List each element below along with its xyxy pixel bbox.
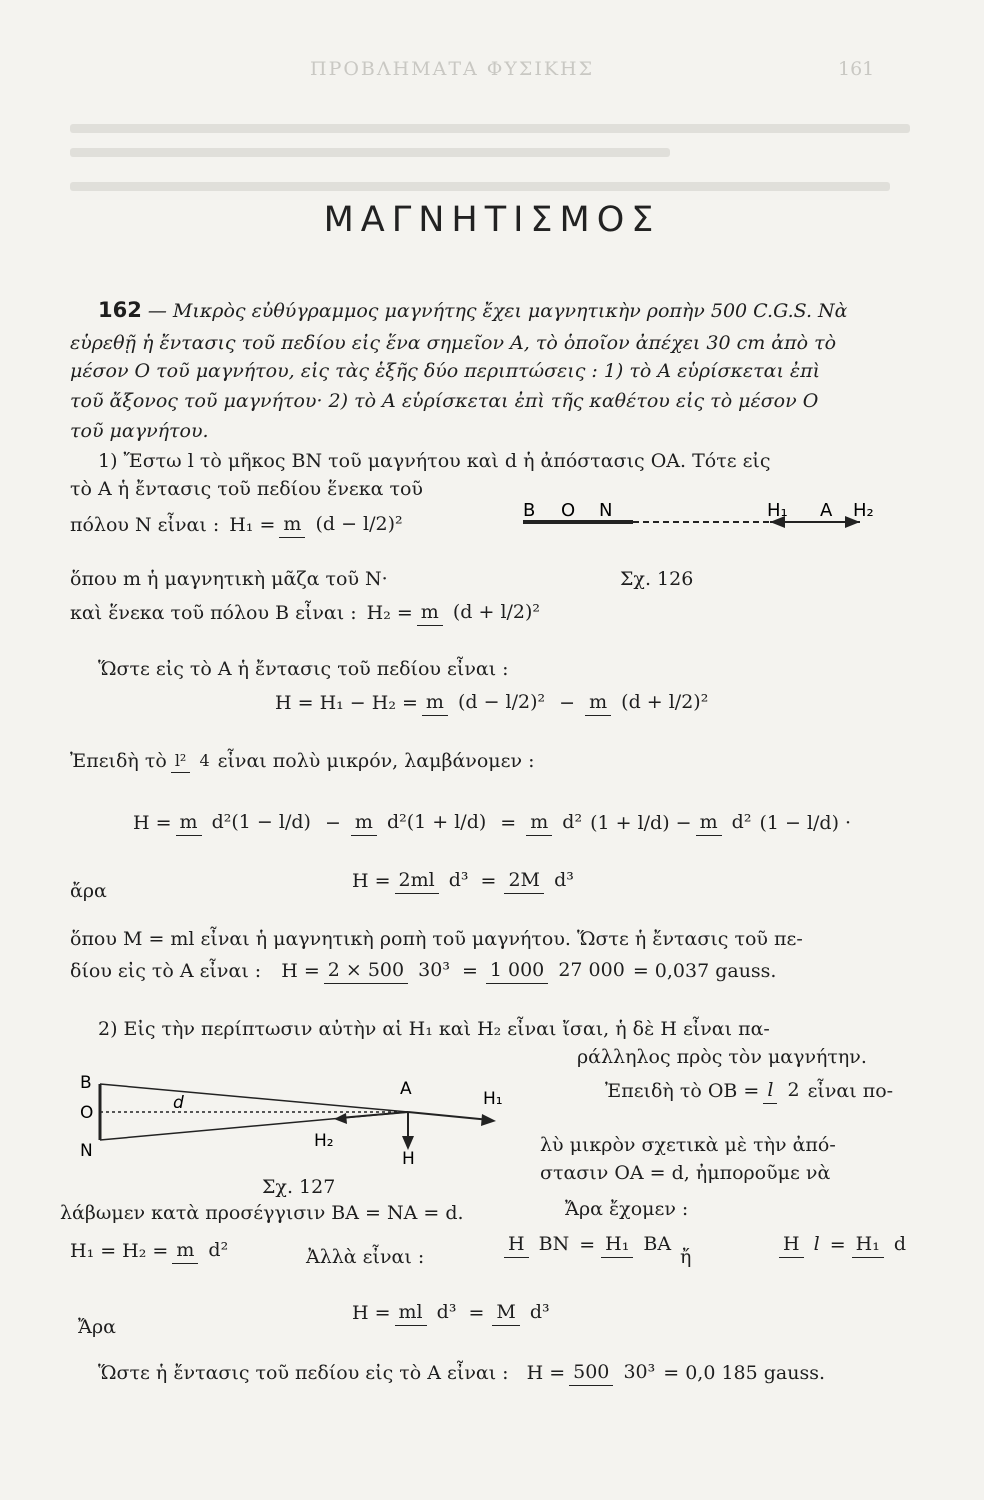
equation-h-final xyxy=(352,1300,558,1326)
fraction xyxy=(172,1238,232,1264)
ara-text: ἄρα xyxy=(70,880,107,902)
fraction xyxy=(422,690,549,716)
fraction xyxy=(763,1078,803,1104)
since-small-line xyxy=(70,750,534,773)
case1-intro-2: τὸ Α ἡ ἔντασις τοῦ πεδίου ἕνεκα τοῦ xyxy=(70,478,423,500)
since-ob-text: Ἐπειδὴ τὸ OB = xyxy=(605,1079,760,1102)
fraction xyxy=(171,750,214,773)
label-h: H xyxy=(402,1149,415,1168)
equals-sign: = xyxy=(461,959,478,982)
figure-127-caption: Σχ. 127 xyxy=(262,1176,336,1198)
denominator: d³ xyxy=(529,1301,550,1323)
fraction xyxy=(351,810,490,836)
final-result: = 0,0 185 gauss. xyxy=(663,1361,826,1384)
denominator: BA xyxy=(643,1233,672,1255)
fraction xyxy=(417,600,544,626)
h2-arrowhead xyxy=(334,1113,347,1124)
distance-text: στασιν ΟΑ = d, ἠμποροῦμε νὰ xyxy=(540,1162,831,1184)
or-text: ἤ xyxy=(680,1246,692,1268)
label-h2: H₂ xyxy=(314,1131,334,1151)
ghost-line xyxy=(70,182,890,191)
label-b: B xyxy=(523,500,536,521)
problem-line-1 xyxy=(98,300,847,321)
numerator: H xyxy=(779,1234,804,1258)
numerator: m xyxy=(279,514,305,538)
fraction xyxy=(492,1300,553,1326)
ghost-header: ΠΡΟΒΛΗΜΑΤΑ ΦΥΣΙΚΗΣ xyxy=(310,58,595,80)
label-n: N xyxy=(80,1141,93,1161)
denominator: d xyxy=(893,1233,907,1255)
label-h1: H₁ xyxy=(767,500,788,521)
fraction xyxy=(486,958,629,984)
numerator: H xyxy=(504,1234,529,1258)
fraction xyxy=(601,1232,675,1258)
equals-sign: = xyxy=(829,1233,846,1256)
field-at-a-text: δίου εἰς τὸ Α εἶναι : xyxy=(70,959,262,982)
numerator: 2ml xyxy=(395,870,439,894)
denominator: (d − l/2)² xyxy=(315,513,403,535)
where-m-text: ὅπου m ἡ μαγνητικὴ μᾶζα τοῦ Ν· xyxy=(70,568,388,590)
denominator: 4 xyxy=(199,751,210,770)
numerator: l² xyxy=(171,752,191,773)
denominator: (d − l/2)² xyxy=(457,691,546,713)
ghost-line xyxy=(70,124,910,133)
equation-h2 xyxy=(70,600,548,626)
numerator: m xyxy=(176,812,202,836)
final-text: Ὥστε ἡ ἔντασις τοῦ πεδίου εἰς τὸ Α εἶναι : xyxy=(98,1361,509,1384)
denominator: 30³ xyxy=(623,1361,656,1383)
fraction xyxy=(852,1232,910,1258)
label-b: B xyxy=(80,1073,92,1093)
small-relative-text: λὺ μικρὸν σχετικὰ μὲ τὴν ἀπό- xyxy=(540,1134,836,1156)
vector-h2 xyxy=(340,1112,408,1118)
statement-line: τοῦ μαγνήτου. xyxy=(70,420,209,442)
label-d: d xyxy=(173,1093,184,1113)
equals-sign: = xyxy=(579,1233,596,1256)
final-result-line xyxy=(98,1360,825,1386)
equation-similar-triangles xyxy=(500,1232,679,1258)
statement-line: μέσον Ο τοῦ μαγνήτου, εἰς τὰς ἑξῆς δύο περιπτώσεις : 1) τὸ Α εὑρίσκεται ἐπὶ xyxy=(70,360,821,382)
equation-h1-h2 xyxy=(70,1238,236,1264)
vector-h1 xyxy=(408,1112,490,1120)
magnet-bar xyxy=(523,520,633,524)
approx-take-text: λάβωμεν κατὰ προσέγγισιν ΒΑ = ΝΑ = d. xyxy=(60,1202,464,1224)
denominator: d³ xyxy=(436,1301,457,1323)
numerator: m xyxy=(585,692,611,716)
equals-sign: = xyxy=(468,1301,485,1324)
equation-numeric xyxy=(70,958,776,984)
figure-126-caption: Σχ. 126 xyxy=(620,568,694,590)
so-field-text: Ὥστε εἰς τὸ Α ἡ ἔντασις τοῦ πεδίου εἶναι : xyxy=(98,658,509,680)
label-o: O xyxy=(561,500,576,521)
ara-text-2: Ἄρα xyxy=(78,1316,116,1338)
is-very-text: εἶναι πο- xyxy=(807,1079,894,1102)
numerator: 2M xyxy=(504,870,544,894)
equation-ratio xyxy=(775,1232,914,1258)
equation-h1 xyxy=(70,512,411,538)
denominator: d²(1 − l/d) xyxy=(211,811,311,833)
label-a: A xyxy=(820,500,833,521)
pole-b-text: καὶ ἕνεκα τοῦ πόλου Β εἶναι : xyxy=(70,601,357,624)
equals-sign: = xyxy=(500,811,517,834)
approx-term-2: (1 − l/d) · xyxy=(759,811,852,834)
numerator: m xyxy=(422,692,448,716)
so-have-text: Ἄρα ἔχομεν : xyxy=(565,1198,689,1220)
denominator: (d + l/2)² xyxy=(452,601,541,623)
denominator: 30³ xyxy=(418,959,450,981)
approx-lhs: H = xyxy=(133,811,172,834)
denominator: d³ xyxy=(448,869,469,891)
h-arrowhead xyxy=(402,1136,414,1150)
since-ob-line xyxy=(605,1078,893,1104)
numerator: m xyxy=(526,812,552,836)
numerator: H₁ xyxy=(852,1234,884,1258)
case1-intro: 1) Ἔστω l τὸ μῆκος ΒΝ τοῦ μαγνήτου καὶ d ἡ ἀπόστασις ΟΑ. Τότε εἰς xyxy=(98,450,771,472)
h-lhs: H = xyxy=(281,959,320,982)
label-a: A xyxy=(400,1079,412,1099)
numerator: ml xyxy=(395,1302,427,1326)
h-lhs: H = xyxy=(352,869,391,892)
fraction xyxy=(176,810,315,836)
numerator: m xyxy=(351,812,377,836)
statement-line: εὑρεθῇ ἡ ἔντασις τοῦ πεδίου εἰς ἕνα σημεῖον Α, τὸ ὁποῖον ἀπέχει 30 cm ἀπὸ τὸ xyxy=(70,332,837,354)
fraction xyxy=(526,810,586,836)
but-is-text: Ἀλλὰ εἶναι : xyxy=(306,1246,425,1268)
h-diff-lhs: H = H₁ − H₂ = xyxy=(275,691,418,714)
denominator: d² xyxy=(562,811,583,833)
numerator: m xyxy=(417,602,443,626)
equation-h-result xyxy=(352,868,582,894)
chapter-title: ΜΑΓΝΗΤΙΣΜΟΣ xyxy=(323,200,661,240)
minus-sign: − xyxy=(324,811,341,834)
fraction xyxy=(395,1300,461,1326)
denominator: 27 000 xyxy=(558,959,625,981)
numerator: H₁ xyxy=(601,1234,633,1258)
denominator: l xyxy=(813,1233,820,1255)
denominator: d² xyxy=(208,1239,229,1261)
equals-sign: = xyxy=(480,869,497,892)
numerator: 500 xyxy=(569,1362,613,1386)
where-M-text: ὅπου M = ml εἶναι ἡ μαγνητικὴ ροπὴ τοῦ μαγνήτου. Ὥστε ἡ ἔντασις τοῦ πε- xyxy=(70,928,803,950)
equation-h-difference xyxy=(275,690,716,716)
h2-lhs: H₂ = xyxy=(366,601,413,624)
small-text: εἶναι πολὺ μικρόν, λαμβάνομεν : xyxy=(217,750,535,773)
ghost-page-number: 161 xyxy=(838,58,875,80)
denominator: d³ xyxy=(554,869,574,891)
statement-line: — Μικρὸς εὐθύγραμμος μαγνήτης ἔχει μαγνητικὴν ροπὴν 500 C.G.S. Νὰ xyxy=(147,300,848,322)
denominator: (d + l/2)² xyxy=(621,691,709,713)
fraction xyxy=(324,958,454,984)
minus-sign: − xyxy=(559,691,576,714)
pole-n-text: πόλου Ν εἶναι : xyxy=(70,513,220,536)
approx-term-1: (1 + l/d) − xyxy=(590,811,692,834)
case2-intro-2: ράλληλος πρὸς τὸν μαγνήτην. xyxy=(577,1046,867,1068)
label-n: N xyxy=(599,500,613,521)
h1h2-lhs: H₁ = H₂ = xyxy=(70,1239,169,1262)
h-lhs: H = xyxy=(352,1301,391,1324)
line-ba xyxy=(100,1084,408,1112)
label-h1: H₁ xyxy=(483,1089,503,1109)
numerator: M xyxy=(492,1302,519,1326)
fraction xyxy=(779,1232,824,1258)
case2-intro: 2) Εἰς τὴν περίπτωσιν αὐτὴν αἱ H₁ καὶ H₂ εἶναι ἴσαι, ἡ δὲ H εἶναι πα- xyxy=(98,1018,770,1040)
label-h2: H₂ xyxy=(853,500,874,521)
fraction xyxy=(279,512,406,538)
denominator: d² xyxy=(731,811,752,833)
denominator: d²(1 + l/d) xyxy=(386,811,487,833)
statement-line: τοῦ ἄξονος τοῦ μαγνήτου· 2) τὸ Α εὑρίσκεται ἐπὶ τῆς καθέτου εἰς τὸ μέσον Ο xyxy=(70,390,819,412)
equation-approximation xyxy=(133,810,851,836)
denominator: BN xyxy=(538,1233,570,1255)
problem-number: 162 xyxy=(98,298,142,322)
fraction xyxy=(504,1232,573,1258)
figure-127 xyxy=(78,1068,508,1168)
denominator: 2 xyxy=(787,1079,800,1101)
fraction xyxy=(569,1360,659,1386)
numerator: l xyxy=(763,1080,777,1104)
numerator: m xyxy=(172,1240,198,1264)
fraction xyxy=(395,868,473,894)
h1-lhs: H₁ = xyxy=(229,513,276,536)
result-text: = 0,037 gauss. xyxy=(632,959,777,982)
numerator: 1 000 xyxy=(486,960,548,984)
figure-126 xyxy=(515,498,885,538)
h1-arrowhead xyxy=(481,1114,496,1126)
fraction xyxy=(585,690,712,716)
label-o: O xyxy=(80,1103,94,1123)
fraction xyxy=(696,810,756,836)
ghost-line xyxy=(70,148,670,157)
fraction xyxy=(504,868,577,894)
numerator: m xyxy=(696,812,722,836)
h-lhs: H = xyxy=(526,1361,566,1384)
numerator: 2 × 500 xyxy=(324,960,408,984)
since-text: Ἐπειδὴ τὸ xyxy=(70,750,167,773)
